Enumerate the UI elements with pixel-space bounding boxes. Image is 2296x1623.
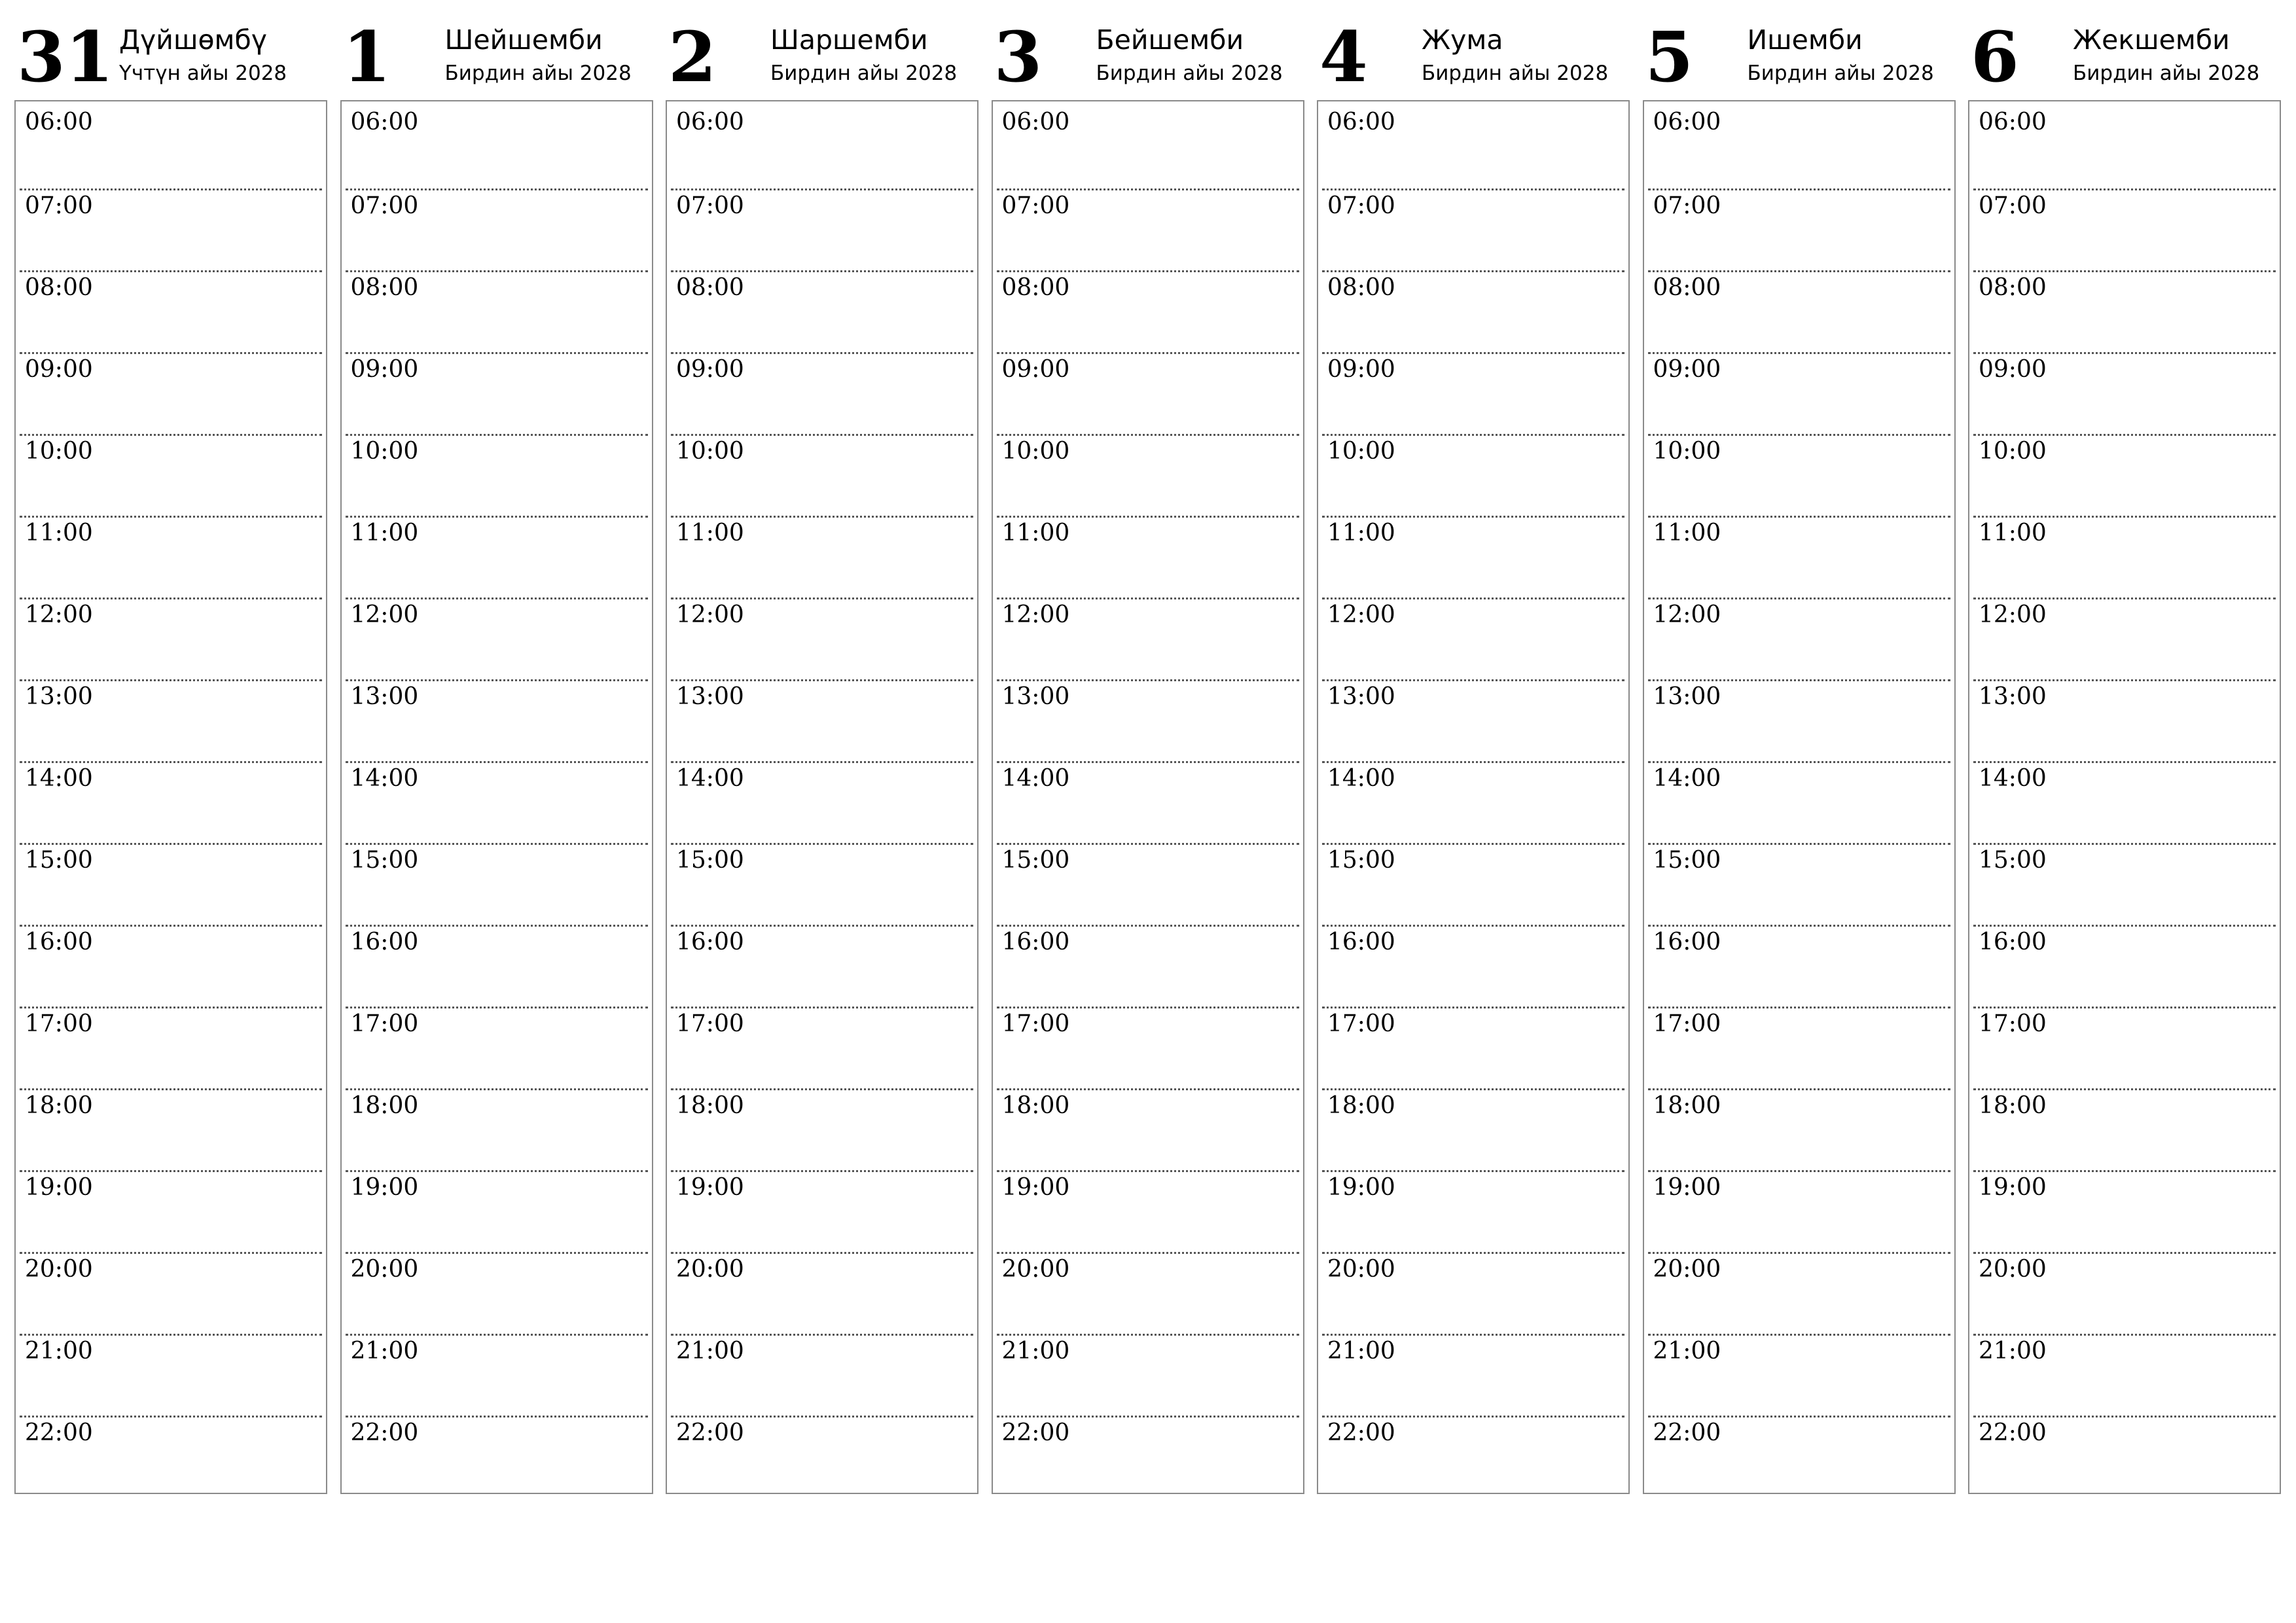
time-label: 07:00 [350, 192, 419, 219]
time-slot[interactable] [1648, 679, 1950, 761]
time-label: 20:00 [350, 1256, 419, 1283]
time-label: 20:00 [1979, 1256, 2047, 1283]
time-label: 21:00 [350, 1338, 419, 1364]
time-slot[interactable] [20, 597, 322, 679]
time-slot[interactable] [671, 925, 973, 1007]
time-label: 06:00 [1653, 109, 1721, 135]
time-slot[interactable] [671, 1170, 973, 1252]
time-slot[interactable] [1973, 352, 2276, 434]
time-slot[interactable] [1973, 761, 2276, 843]
time-label: 21:00 [1979, 1338, 2047, 1364]
time-label: 12:00 [1979, 601, 2047, 628]
day-number: 6 [1971, 16, 2019, 98]
time-label: 18:00 [1001, 1092, 1070, 1119]
time-label: 12:00 [1653, 601, 1721, 628]
time-slot[interactable] [997, 761, 1299, 843]
time-slot[interactable] [671, 188, 973, 270]
time-slot[interactable] [1322, 1416, 1624, 1497]
day-schedule-box [340, 100, 653, 1494]
time-label: 15:00 [25, 847, 93, 874]
day-header [666, 0, 978, 98]
time-label: 17:00 [1653, 1010, 1721, 1037]
time-slot[interactable] [997, 434, 1299, 516]
time-slot[interactable] [1648, 761, 1950, 843]
time-slot[interactable] [1648, 1416, 1950, 1497]
time-label: 20:00 [1653, 1256, 1721, 1283]
time-slot[interactable] [1973, 843, 2276, 925]
time-label: 21:00 [1653, 1338, 1721, 1364]
time-label: 21:00 [676, 1338, 744, 1364]
time-slot[interactable] [997, 679, 1299, 761]
time-label: 10:00 [1327, 438, 1395, 465]
time-slot[interactable] [1973, 1170, 2276, 1252]
time-slot[interactable] [1322, 1252, 1624, 1334]
time-label: 16:00 [25, 929, 93, 955]
time-label: 19:00 [1653, 1174, 1721, 1201]
time-slot[interactable] [20, 1252, 322, 1334]
time-label: 09:00 [1001, 356, 1070, 383]
time-label: 06:00 [676, 109, 744, 135]
time-slot[interactable] [20, 1007, 322, 1088]
time-label: 10:00 [1979, 438, 2047, 465]
time-slot[interactable] [671, 1334, 973, 1416]
time-label: 10:00 [1653, 438, 1721, 465]
time-slot[interactable] [346, 270, 648, 352]
day-number: 2 [668, 16, 717, 98]
time-label: 22:00 [1979, 1419, 2047, 1446]
month-year-label: Бирдин айы 2028 [1422, 62, 1609, 85]
time-label: 10:00 [676, 438, 744, 465]
time-label: 16:00 [1653, 929, 1721, 955]
time-slot[interactable] [997, 597, 1299, 679]
time-label: 06:00 [350, 109, 419, 135]
time-label: 18:00 [1653, 1092, 1721, 1119]
time-slot[interactable] [1648, 1252, 1950, 1334]
time-label: 17:00 [1979, 1010, 2047, 1037]
time-slot[interactable] [1648, 1088, 1950, 1170]
time-label: 07:00 [1979, 192, 2047, 219]
time-slot[interactable] [1322, 107, 1624, 188]
time-label: 15:00 [1001, 847, 1070, 874]
time-slot[interactable] [671, 107, 973, 188]
weekday-name: Шаршемби [770, 24, 928, 56]
time-slot[interactable] [1973, 679, 2276, 761]
time-label: 22:00 [1001, 1419, 1070, 1446]
day-schedule-box [1968, 100, 2281, 1494]
month-year-label: Бирдин айы 2028 [444, 62, 632, 85]
time-label: 06:00 [1001, 109, 1070, 135]
time-label: 20:00 [1001, 1256, 1070, 1283]
time-slot[interactable] [346, 597, 648, 679]
time-slot[interactable] [346, 1088, 648, 1170]
time-label: 11:00 [25, 520, 93, 546]
time-label: 12:00 [676, 601, 744, 628]
time-label: 08:00 [1001, 274, 1070, 301]
time-slot[interactable] [346, 188, 648, 270]
time-label: 22:00 [25, 1419, 93, 1446]
time-slot[interactable] [997, 352, 1299, 434]
time-slot[interactable] [1648, 1334, 1950, 1416]
time-label: 07:00 [1653, 192, 1721, 219]
time-slot[interactable] [671, 1416, 973, 1497]
time-label: 13:00 [25, 683, 93, 710]
time-slot[interactable] [671, 1088, 973, 1170]
time-slot[interactable] [346, 1334, 648, 1416]
time-label: 07:00 [25, 192, 93, 219]
time-slot[interactable] [20, 1170, 322, 1252]
day-number: 4 [1319, 16, 1368, 98]
time-slot[interactable] [1648, 107, 1950, 188]
time-slot[interactable] [997, 925, 1299, 1007]
time-slot[interactable] [997, 1334, 1299, 1416]
time-label: 18:00 [676, 1092, 744, 1119]
time-slot[interactable] [346, 516, 648, 597]
time-label: 14:00 [1327, 765, 1395, 792]
time-slot[interactable] [671, 1007, 973, 1088]
time-label: 12:00 [350, 601, 419, 628]
day-header [340, 0, 653, 98]
time-slot[interactable] [20, 761, 322, 843]
time-slot[interactable] [20, 434, 322, 516]
time-label: 06:00 [25, 109, 93, 135]
time-label: 17:00 [1001, 1010, 1070, 1037]
time-slot[interactable] [346, 1170, 648, 1252]
time-label: 19:00 [1327, 1174, 1395, 1201]
time-label: 21:00 [25, 1338, 93, 1364]
day-schedule-box [666, 100, 978, 1494]
time-label: 18:00 [25, 1092, 93, 1119]
time-label: 14:00 [1001, 765, 1070, 792]
month-year-label: Бирдин айы 2028 [770, 62, 958, 85]
time-slot[interactable] [20, 1088, 322, 1170]
time-label: 17:00 [1327, 1010, 1395, 1037]
time-slot[interactable] [1322, 1170, 1624, 1252]
time-slot[interactable] [671, 352, 973, 434]
time-label: 19:00 [25, 1174, 93, 1201]
time-slot[interactable] [1322, 1088, 1624, 1170]
time-slot[interactable] [346, 1007, 648, 1088]
time-label: 16:00 [1979, 929, 2047, 955]
time-slot[interactable] [1648, 1170, 1950, 1252]
time-label: 08:00 [25, 274, 93, 301]
time-label: 07:00 [676, 192, 744, 219]
day-header [992, 0, 1304, 98]
time-label: 15:00 [1979, 847, 2047, 874]
day-header [14, 0, 327, 98]
time-slot[interactable] [1973, 1334, 2276, 1416]
time-slot[interactable] [20, 1416, 322, 1497]
time-slot[interactable] [346, 107, 648, 188]
time-label: 20:00 [25, 1256, 93, 1283]
time-label: 16:00 [676, 929, 744, 955]
time-label: 09:00 [1653, 356, 1721, 383]
time-slot[interactable] [1973, 925, 2276, 1007]
time-slot[interactable] [1648, 597, 1950, 679]
time-slot[interactable] [1973, 1252, 2276, 1334]
time-slot[interactable] [346, 761, 648, 843]
time-slot[interactable] [346, 1252, 648, 1334]
time-label: 18:00 [350, 1092, 419, 1119]
weekday-name: Шейшемби [444, 24, 603, 56]
time-slot[interactable] [20, 679, 322, 761]
time-label: 11:00 [350, 520, 419, 546]
time-slot[interactable] [346, 352, 648, 434]
time-label: 16:00 [1327, 929, 1395, 955]
time-slot[interactable] [671, 1252, 973, 1334]
time-label: 09:00 [1327, 356, 1395, 383]
time-slot[interactable] [997, 1170, 1299, 1252]
day-header [1643, 0, 1956, 98]
time-slot[interactable] [1322, 1334, 1624, 1416]
time-label: 10:00 [25, 438, 93, 465]
time-slot[interactable] [997, 1416, 1299, 1497]
month-year-label: Бирдин айы 2028 [2073, 62, 2260, 85]
time-slot[interactable] [1648, 1007, 1950, 1088]
time-slot[interactable] [1973, 1088, 2276, 1170]
time-slot[interactable] [20, 516, 322, 597]
time-label: 12:00 [1327, 601, 1395, 628]
day-schedule-box [1317, 100, 1630, 1494]
time-slot[interactable] [997, 1252, 1299, 1334]
time-slot[interactable] [1322, 1007, 1624, 1088]
time-slot[interactable] [1648, 352, 1950, 434]
time-label: 17:00 [25, 1010, 93, 1037]
time-slot[interactable] [997, 107, 1299, 188]
time-slot[interactable] [1322, 761, 1624, 843]
time-slot[interactable] [1648, 843, 1950, 925]
time-label: 19:00 [676, 1174, 744, 1201]
time-label: 08:00 [676, 274, 744, 301]
day-number: 3 [994, 16, 1043, 98]
day-number: 31 [17, 16, 114, 98]
time-label: 16:00 [350, 929, 419, 955]
time-label: 22:00 [350, 1419, 419, 1446]
day-schedule-box [992, 100, 1304, 1494]
time-label: 13:00 [676, 683, 744, 710]
time-slot[interactable] [20, 270, 322, 352]
time-slot[interactable] [997, 843, 1299, 925]
time-slot[interactable] [997, 188, 1299, 270]
time-label: 15:00 [1327, 847, 1395, 874]
month-year-label: Бирдин айы 2028 [1747, 62, 1934, 85]
time-slot[interactable] [1973, 270, 2276, 352]
time-label: 15:00 [676, 847, 744, 874]
time-slot[interactable] [1973, 188, 2276, 270]
time-slot[interactable] [1648, 188, 1950, 270]
time-label: 19:00 [1979, 1174, 2047, 1201]
time-slot[interactable] [671, 434, 973, 516]
weekday-name: Ишемби [1747, 24, 1863, 56]
time-slot[interactable] [1973, 1007, 2276, 1088]
day-header [1968, 0, 2281, 98]
time-label: 06:00 [1327, 109, 1395, 135]
time-label: 13:00 [1327, 683, 1395, 710]
time-label: 19:00 [350, 1174, 419, 1201]
time-label: 17:00 [676, 1010, 744, 1037]
time-label: 14:00 [1653, 765, 1721, 792]
time-label: 18:00 [1327, 1092, 1395, 1119]
time-label: 11:00 [1979, 520, 2047, 546]
time-label: 13:00 [1653, 683, 1721, 710]
time-label: 12:00 [1001, 601, 1070, 628]
time-slot[interactable] [1648, 925, 1950, 1007]
time-label: 14:00 [1979, 765, 2047, 792]
time-label: 20:00 [1327, 1256, 1395, 1283]
time-slot[interactable] [20, 188, 322, 270]
time-label: 22:00 [1653, 1419, 1721, 1446]
time-slot[interactable] [1322, 843, 1624, 925]
time-label: 13:00 [1979, 683, 2047, 710]
time-label: 10:00 [1001, 438, 1070, 465]
time-slot[interactable] [1322, 188, 1624, 270]
time-label: 18:00 [1979, 1092, 2047, 1119]
time-label: 06:00 [1979, 109, 2047, 135]
day-header [1317, 0, 1630, 98]
time-slot[interactable] [671, 761, 973, 843]
time-label: 08:00 [1327, 274, 1395, 301]
time-slot[interactable] [671, 843, 973, 925]
time-slot[interactable] [671, 597, 973, 679]
time-slot[interactable] [1973, 1416, 2276, 1497]
time-slot[interactable] [346, 925, 648, 1007]
day-schedule-box [1643, 100, 1956, 1494]
time-slot[interactable] [1322, 679, 1624, 761]
time-slot[interactable] [1973, 516, 2276, 597]
time-slot[interactable] [1322, 597, 1624, 679]
time-slot[interactable] [1322, 434, 1624, 516]
time-slot[interactable] [1322, 516, 1624, 597]
time-slot[interactable] [346, 1416, 648, 1497]
time-label: 08:00 [350, 274, 419, 301]
time-slot[interactable] [1973, 434, 2276, 516]
time-label: 08:00 [1653, 274, 1721, 301]
time-label: 11:00 [1327, 520, 1395, 546]
time-label: 20:00 [676, 1256, 744, 1283]
time-slot[interactable] [1648, 434, 1950, 516]
time-label: 15:00 [1653, 847, 1721, 874]
time-label: 13:00 [1001, 683, 1070, 710]
time-label: 07:00 [1001, 192, 1070, 219]
time-label: 17:00 [350, 1010, 419, 1037]
time-label: 09:00 [25, 356, 93, 383]
month-year-label: Бирдин айы 2028 [1096, 62, 1283, 85]
time-label: 21:00 [1327, 1338, 1395, 1364]
day-schedule-box [14, 100, 327, 1494]
time-slot[interactable] [1973, 107, 2276, 188]
time-label: 09:00 [350, 356, 419, 383]
time-slot[interactable] [20, 843, 322, 925]
time-label: 07:00 [1327, 192, 1395, 219]
time-slot[interactable] [20, 1334, 322, 1416]
time-slot[interactable] [20, 352, 322, 434]
time-label: 16:00 [1001, 929, 1070, 955]
time-slot[interactable] [1973, 597, 2276, 679]
time-slot[interactable] [20, 107, 322, 188]
time-slot[interactable] [671, 679, 973, 761]
time-label: 14:00 [350, 765, 419, 792]
time-label: 11:00 [1001, 520, 1070, 546]
time-label: 11:00 [676, 520, 744, 546]
time-label: 08:00 [1979, 274, 2047, 301]
time-label: 14:00 [25, 765, 93, 792]
time-slot[interactable] [1648, 270, 1950, 352]
day-number: 1 [342, 16, 391, 98]
time-label: 09:00 [1979, 356, 2047, 383]
time-slot[interactable] [997, 516, 1299, 597]
weekday-name: Жума [1422, 24, 1503, 56]
time-slot[interactable] [1322, 270, 1624, 352]
time-label: 22:00 [676, 1419, 744, 1446]
time-label: 22:00 [1327, 1419, 1395, 1446]
time-slot[interactable] [671, 270, 973, 352]
time-slot[interactable] [997, 1088, 1299, 1170]
time-slot[interactable] [346, 434, 648, 516]
time-slot[interactable] [997, 270, 1299, 352]
time-label: 21:00 [1001, 1338, 1070, 1364]
time-slot[interactable] [671, 516, 973, 597]
weekday-name: Дүйшөмбү [119, 24, 268, 56]
time-slot[interactable] [346, 843, 648, 925]
day-number: 5 [1645, 16, 1694, 98]
time-slot[interactable] [20, 925, 322, 1007]
time-label: 14:00 [676, 765, 744, 792]
weekday-name: Жекшемби [2073, 24, 2230, 56]
time-label: 09:00 [676, 356, 744, 383]
weekday-name: Бейшемби [1096, 24, 1244, 56]
time-label: 13:00 [350, 683, 419, 710]
time-slot[interactable] [997, 1007, 1299, 1088]
time-label: 12:00 [25, 601, 93, 628]
time-slot[interactable] [1322, 352, 1624, 434]
month-year-label: Үчтүн айы 2028 [119, 62, 287, 85]
time-slot[interactable] [346, 679, 648, 761]
time-label: 11:00 [1653, 520, 1721, 546]
time-slot[interactable] [1648, 516, 1950, 597]
time-label: 10:00 [350, 438, 419, 465]
time-label: 19:00 [1001, 1174, 1070, 1201]
time-label: 15:00 [350, 847, 419, 874]
time-slot[interactable] [1322, 925, 1624, 1007]
